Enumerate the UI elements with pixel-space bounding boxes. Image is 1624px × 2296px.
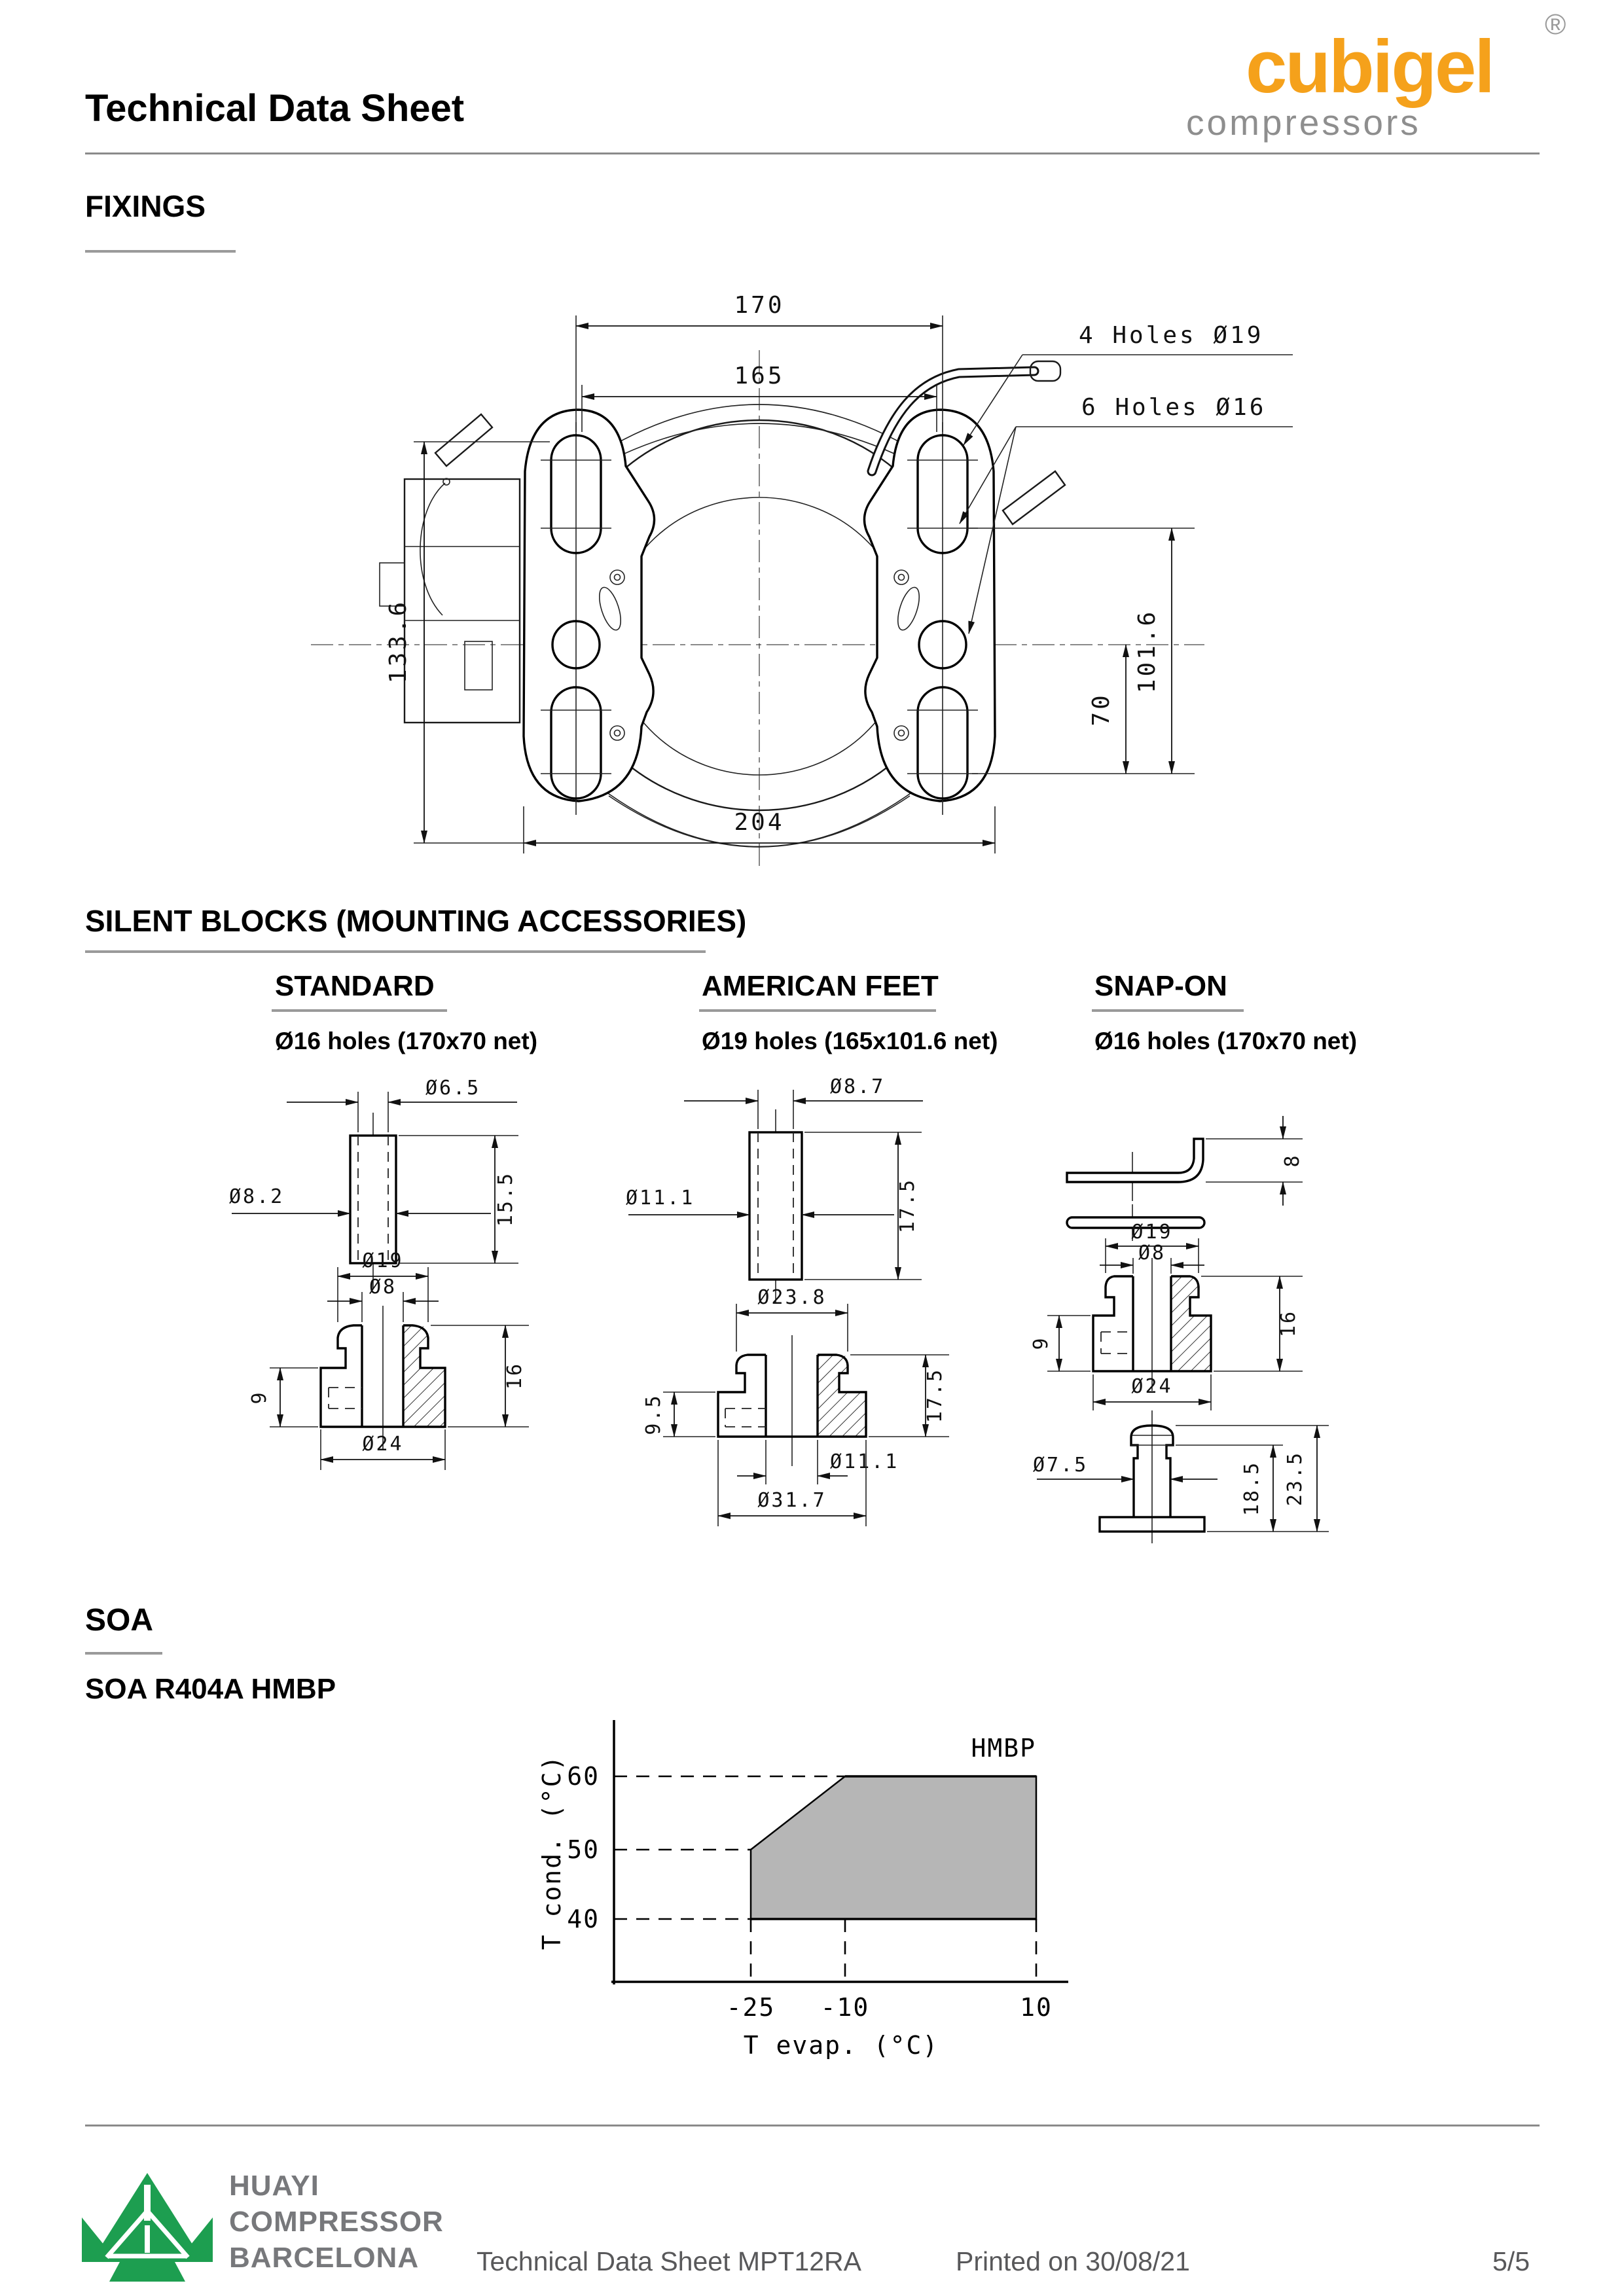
x-axis-label: T evap. (°C): [743, 2031, 939, 2060]
american-feet-subtitle: Ø19 holes (165x101.6 net): [702, 1028, 998, 1054]
left-tab: [435, 414, 492, 466]
x-tick-minus10: -10: [820, 1993, 870, 2022]
section-heading-silent-blocks: SILENT BLOCKS (MOUNTING ACCESSORIES): [85, 904, 747, 938]
svg-text:Ø19: Ø19: [1131, 1221, 1173, 1244]
header-rule: [85, 152, 1540, 154]
standard-grommet: [248, 1249, 529, 1470]
huayi-line-3: BARCELONA: [229, 2242, 420, 2274]
svg-text:204: 204: [734, 809, 785, 836]
y-tick-40: 40: [567, 1905, 600, 1933]
soa-envelope-chart: [537, 1702, 1126, 2068]
snap-on-silent-block-drawing: [1021, 1113, 1427, 1545]
right-tab: [1003, 471, 1065, 524]
soa-subtitle: SOA R404A HMBP: [85, 1673, 336, 1705]
svg-text:Ø7.5: Ø7.5: [1033, 1454, 1089, 1477]
svg-text:Ø24: Ø24: [362, 1433, 404, 1456]
svg-text:Ø8.2: Ø8.2: [229, 1185, 285, 1208]
series-label-hmbp: HMBP: [971, 1734, 1036, 1763]
svg-text:8: 8: [1281, 1153, 1304, 1168]
svg-text:17.5: 17.5: [924, 1367, 947, 1424]
soa-operating-envelope: [751, 1776, 1036, 1919]
svg-text:133.6: 133.6: [385, 599, 412, 684]
svg-text:Ø8.7: Ø8.7: [830, 1075, 886, 1098]
page-title: Technical Data Sheet: [85, 87, 465, 130]
svg-text:Ø6.5: Ø6.5: [425, 1077, 481, 1100]
section-heading-fixings: FIXINGS: [85, 189, 206, 223]
huayi-logo-icon: [82, 2170, 213, 2285]
fixings-drawing: [183, 275, 1296, 877]
huayi-logo-text: [229, 2168, 444, 2276]
svg-text:Ø8: Ø8: [1138, 1242, 1166, 1265]
column-title-american-feet: AMERICAN FEET: [702, 970, 939, 1002]
svg-text:17.5: 17.5: [896, 1177, 919, 1234]
svg-text:9: 9: [1030, 1336, 1053, 1350]
american-feet-silent-block-drawing: [609, 1073, 995, 1558]
svg-text:9: 9: [248, 1390, 271, 1405]
brand-logo: [1185, 5, 1566, 149]
y-tick-50: 50: [567, 1835, 600, 1864]
svg-text:Ø23.8: Ø23.8: [757, 1286, 827, 1309]
footer-page-number: 5/5: [1492, 2246, 1530, 2276]
svg-text:Ø24: Ø24: [1131, 1375, 1173, 1398]
dimension-101-6: [969, 528, 1195, 774]
svg-text:Ø8: Ø8: [369, 1276, 397, 1299]
snap-on-bracket: [1067, 1116, 1304, 1206]
svg-text:16: 16: [1277, 1309, 1300, 1338]
snap-on-subtitle: Ø16 holes (170x70 net): [1094, 1028, 1358, 1054]
footer-rule: [85, 2125, 1540, 2126]
svg-text:101.6: 101.6: [1134, 609, 1161, 694]
huayi-line-1: HUAYI: [229, 2170, 319, 2202]
right-mounting-plate: [864, 410, 995, 815]
american-feet-underline: [699, 1009, 936, 1012]
soa-underline: [85, 1652, 162, 1655]
svg-text:Ø19: Ø19: [362, 1249, 404, 1272]
snap-on-grommet: [1030, 1221, 1303, 1410]
svg-text:18.5: 18.5: [1240, 1460, 1263, 1516]
standard-subtitle: Ø16 holes (170x70 net): [275, 1028, 538, 1054]
svg-text:Ø11.1: Ø11.1: [626, 1187, 695, 1210]
svg-text:23.5: 23.5: [1284, 1450, 1307, 1507]
dimension-70: [972, 645, 1195, 774]
svg-text:165: 165: [734, 363, 785, 389]
standard-silent-block-drawing: [209, 1073, 576, 1532]
column-title-snap-on: SNAP-ON: [1094, 970, 1227, 1002]
svg-text:6 Holes Ø16: 6 Holes Ø16: [1081, 394, 1267, 421]
american-sleeve: [626, 1075, 923, 1302]
american-grommet: [642, 1286, 949, 1526]
registered-trademark-icon: ®: [1545, 9, 1566, 41]
y-axis-label: T cond. (°C): [537, 1754, 566, 1950]
footer-printed-date: Printed on 30/08/21: [956, 2246, 1190, 2276]
snap-on-underline: [1092, 1009, 1244, 1012]
column-title-standard: STANDARD: [275, 970, 435, 1002]
brand-logo-subtitle: compressors: [1186, 102, 1421, 143]
svg-text:4 Holes Ø19: 4 Holes Ø19: [1079, 322, 1264, 349]
section-heading-soa: SOA: [85, 1603, 154, 1638]
snap-on-pin: [1033, 1410, 1329, 1543]
footer-document-name: Technical Data Sheet MPT12RA: [477, 2246, 861, 2276]
svg-text:Ø31.7: Ø31.7: [757, 1489, 827, 1512]
huayi-line-2: COMPRESSOR: [229, 2206, 444, 2238]
y-tick-60: 60: [567, 1762, 600, 1791]
svg-text:170: 170: [734, 292, 785, 319]
svg-text:Ø11.1: Ø11.1: [830, 1450, 899, 1473]
left-mounting-plate: [524, 410, 655, 815]
fixings-underline: [85, 250, 236, 253]
brand-logo-wordmark: cubigel: [1246, 26, 1494, 109]
svg-text:15.5: 15.5: [494, 1171, 517, 1227]
callout-6-holes-16: [960, 394, 1293, 634]
svg-text:70: 70: [1088, 692, 1115, 726]
silent-blocks-underline: [85, 950, 706, 953]
x-tick-minus25: -25: [726, 1993, 776, 2022]
svg-text:16: 16: [503, 1361, 526, 1390]
svg-text:9.5: 9.5: [642, 1393, 665, 1435]
x-tick-10: 10: [1020, 1993, 1053, 2022]
standard-underline: [272, 1009, 447, 1012]
